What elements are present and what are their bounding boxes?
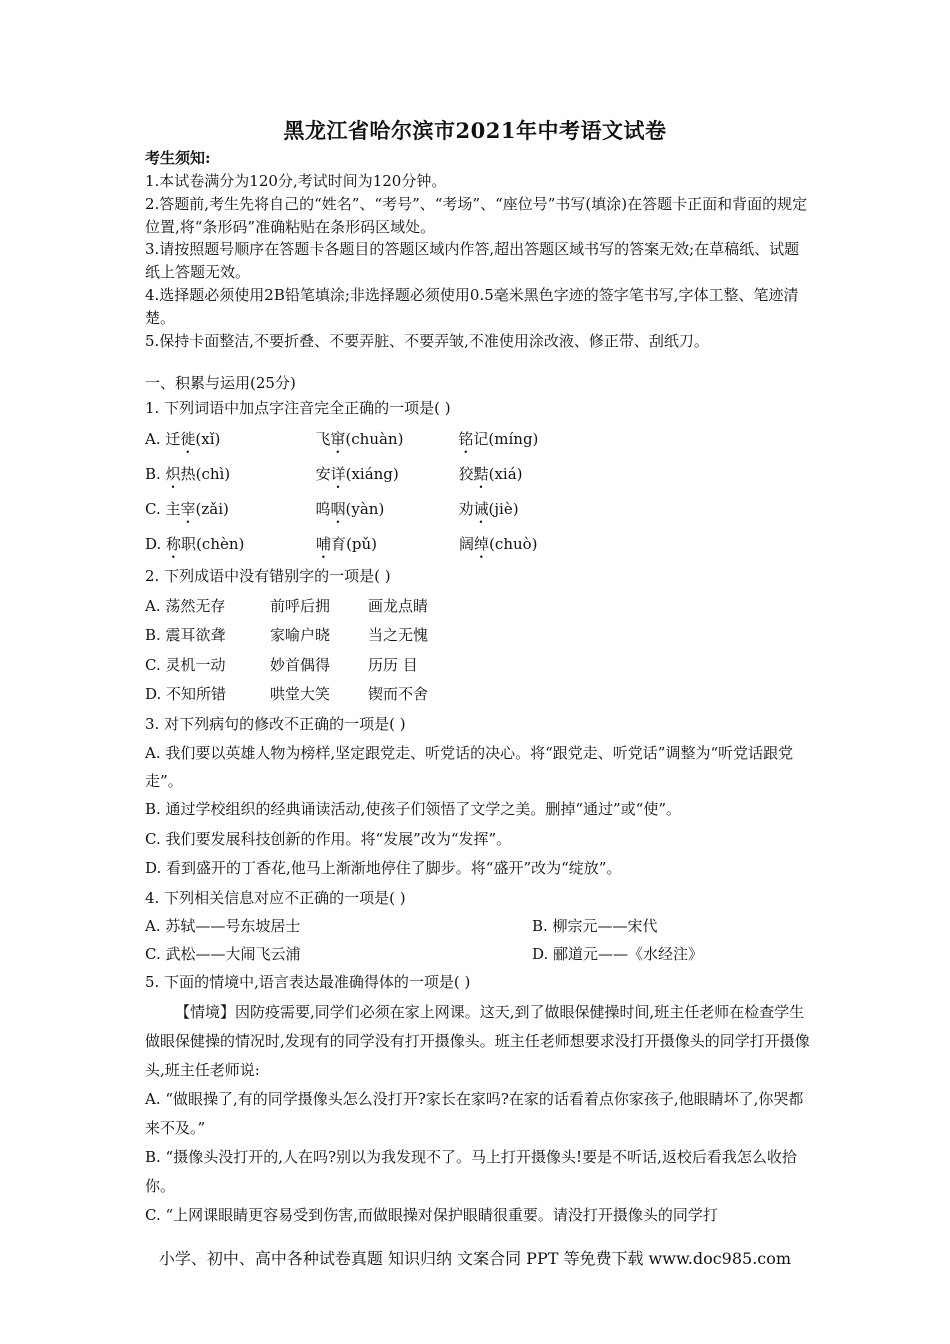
notice-item: 4.选择题必须使用2B铅笔填涂;非选择题必须使用0.5毫米黑色字迹的签字笔书写,字体工整、笔迹清楚。 <box>145 285 799 327</box>
option-label: C. <box>145 500 166 518</box>
word-2: 呜咽(yàn) <box>315 500 385 518</box>
word-3: 铭记(míng) <box>458 430 539 448</box>
word-3: 劝诫(jiè) <box>458 500 519 518</box>
question-3-option-a: A. 我们要以英雄人物为榜样,坚定跟党走、听党话的决心。将“跟党走、听党话”调整为“听党话跟党走”。 <box>145 744 794 790</box>
question-2-option-d: D. 不知所错 哄堂大笑 锲而不舍 <box>145 685 429 703</box>
question-5-stem: 5. 下面的情境中,语言表达最准确得体的一项是( ) <box>145 973 471 991</box>
question-4-stem: 4. 下列相关信息对应不正确的一项是( ) <box>145 888 406 907</box>
option-d: D. 郦道元——《水经注》 <box>532 944 704 963</box>
exam-body <box>145 372 810 1230</box>
question-1-option-a <box>145 422 810 457</box>
option-a: A. 苏轼——号东坡居士 <box>145 917 301 935</box>
option-label: A. <box>145 430 166 448</box>
notice-item: 3.请按照题号顺序在答题卡各题目的答题区域内作答,超出答题区域书写的答案无效;在草稿纸、试题纸上答题无效。 <box>145 240 800 282</box>
question-3-option-d: D. 看到盛开的丁香花,他马上渐渐地停住了脚步。将“盛开”改为“绽放”。 <box>145 859 622 877</box>
word-1: 炽热(chì) <box>165 465 231 483</box>
notice-item: 1.本试卷满分为120分,考试时间为120分钟。 <box>145 172 447 190</box>
option-c: C. 武松——大闹飞云浦 <box>145 944 301 963</box>
option-b: B. 柳宗元——宋代 <box>532 917 658 935</box>
question-1-option-b <box>145 457 810 492</box>
question-3-option-c: C. 我们要发展科技创新的作用。将“发展”改为“发挥”。 <box>145 829 512 848</box>
word-3: 狡黠(xiá) <box>458 465 523 483</box>
question-4-options-cd <box>145 941 810 969</box>
question-2-option-b: B. 震耳欲聋 家喻户晓 当之无愧 <box>145 626 429 644</box>
word-1: 称职(chèn) <box>166 535 245 553</box>
question-5-context: 【情境】因防疫需要,同学们必须在家上网课。这天,到了做眼保健操时间,班主任老师在检查学生做眼保健操的情况时,发现有的同学没有打开摄像头。班主任老师想要求没打开摄像头的同学打开摄像头,班主任老师说: <box>145 1002 810 1079</box>
question-1-option-c <box>145 492 810 527</box>
question-5-option-c: C. “上网课眼睛更容易受到伤害,而做眼操对保护眼睛很重要。请没打开摄像头的同学打 <box>145 1205 718 1224</box>
section-heading: 一、积累与运用(25分) <box>145 374 296 392</box>
question-5-option-b: B. “摄像头没打开的,人在吗?别以为我发现不了。马上打开摄像头!要是不听话,返校后看我怎么收拾你。 <box>145 1147 797 1195</box>
question-3-stem: 3. 对下列病句的修改不正确的一项是( ) <box>145 714 406 733</box>
word-2: 飞窜(chuàn) <box>315 430 404 448</box>
word-2: 安详(xiáng) <box>315 465 399 483</box>
question-3-option-b: B. 通过学校组织的经典诵读活动,使孩子们领悟了文学之美。删掉“通过”或“使”。 <box>145 800 682 818</box>
option-label: D. <box>145 535 167 553</box>
question-2-option-c: C. 灵机一动 妙首偶得 历历 目 <box>145 655 418 674</box>
question-2-option-a: A. 荡然无存 前呼后拥 画龙点睛 <box>145 596 429 615</box>
question-2-stem: 2. 下列成语中没有错别字的一项是( ) <box>145 567 391 585</box>
notice-heading: 考生须知: <box>145 149 211 167</box>
question-4-options-ab <box>145 913 810 941</box>
word-1: 主宰(zǎi) <box>165 500 229 518</box>
notice-item: 2.答题前,考生先将自己的“姓名”、“考号”、“考场”、“座位号”书写(填涂)在答题卡正面和背面的规定位置,将“条形码”准确粘贴在条形码区域处。 <box>145 194 808 236</box>
page-footer: 小学、初中、高中各种试卷真题 知识归纳 文案合同 PPT 等免费下载 www.doc985.com <box>158 1249 792 1268</box>
word-1: 迁徙(xǐ) <box>165 430 221 448</box>
question-1-stem: 1. 下列词语中加点字注音完全正确的一项是( ) <box>145 399 451 417</box>
question-5-option-a: A. “做眼操了,有的同学摄像头怎么没打开?家长在家吗?在家的话看着点你家孩子,他眼睛坏了,你哭都来不及。” <box>145 1089 804 1137</box>
word-3: 阔绰(chuò) <box>459 535 538 553</box>
notice-item: 5.保持卡面整洁,不要折叠、不要弄脏、不要弄皱,不准使用涂改液、修正带、刮纸刀。 <box>145 331 709 350</box>
word-2: 哺育(pǔ) <box>316 535 378 553</box>
option-label: B. <box>145 465 166 483</box>
page-title: 黑龙江省哈尔滨市2021年中考语文试卷 <box>283 118 667 143</box>
notice-list <box>145 170 810 352</box>
question-1-option-d <box>145 527 810 562</box>
